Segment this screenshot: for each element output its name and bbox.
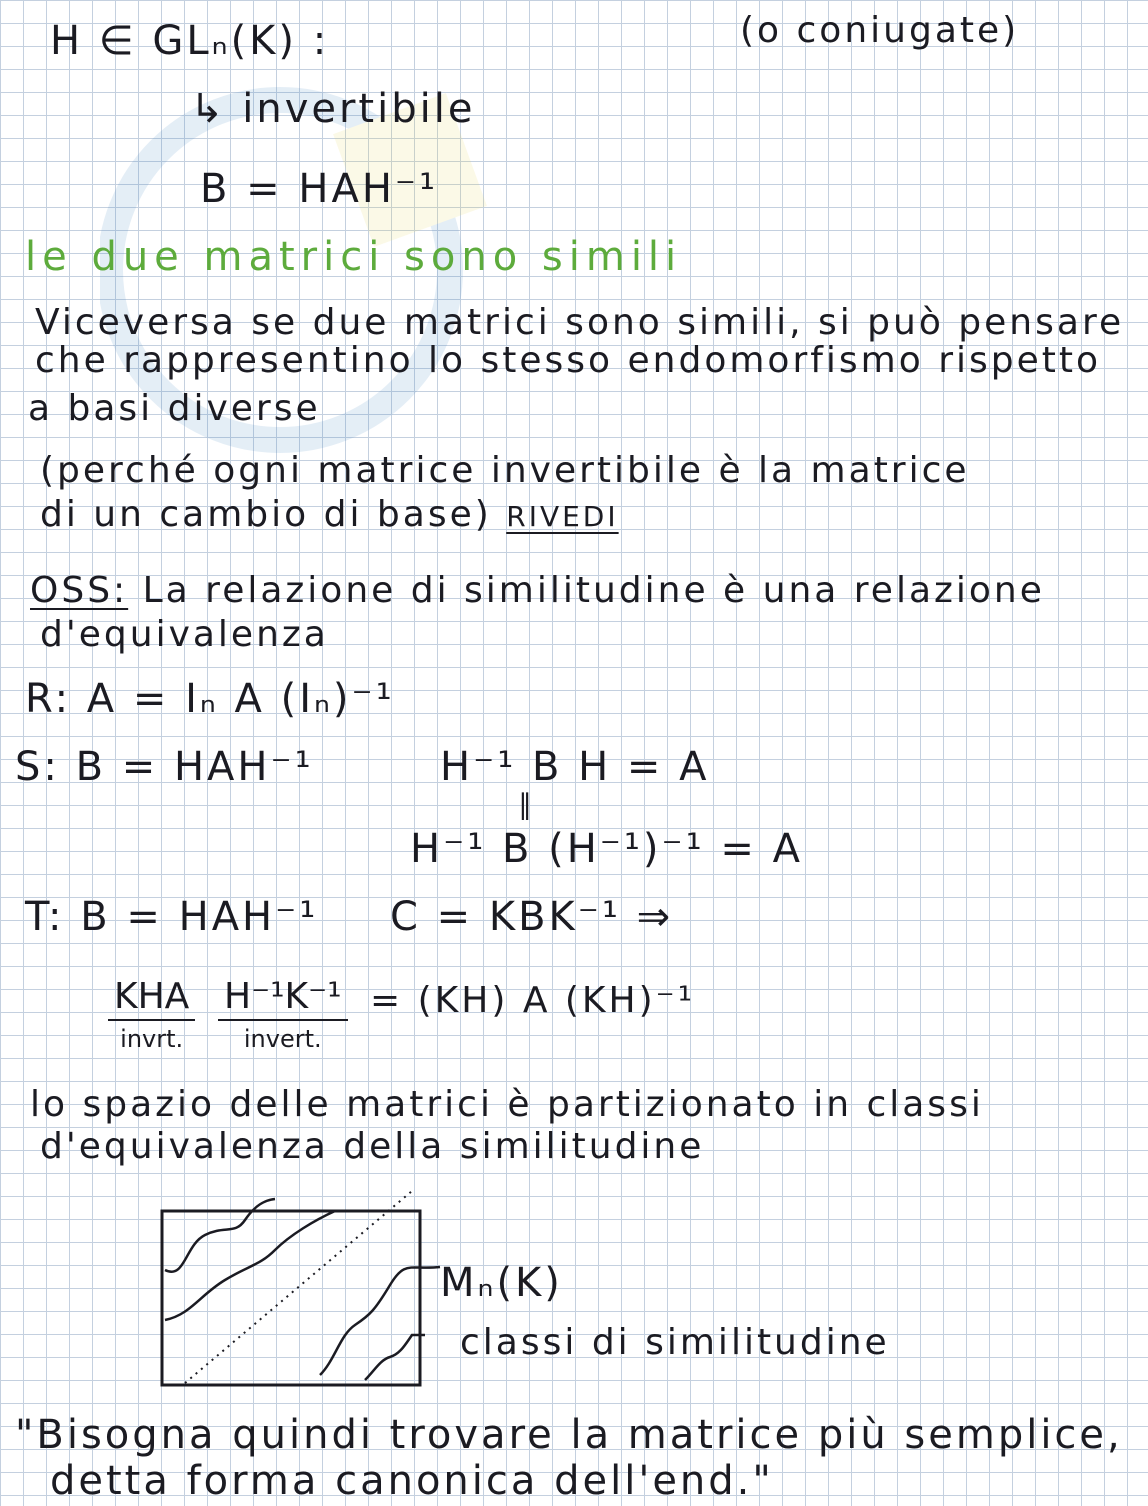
line-glnk: H ∈ GLₙ(K) : [50,18,330,64]
line-b-hah: B = HAH⁻¹ [200,166,439,212]
kha-den: invrt. [120,1025,184,1053]
rivedi-note: RIVEDI [506,500,619,533]
line-coniugate-note: (o coniugate) [740,10,1020,51]
line-matrici-simili: le due matrici sono simili [25,234,683,280]
label-classi-similitudine: classi di similitudine [460,1322,890,1363]
line-rappresentino: che rappresentino lo stesso endomorfismo rispetto [35,340,1102,381]
equal-sign-vertical: ∥ [518,788,535,821]
line-simmetrica: S: B = HAH⁻¹ [15,744,314,790]
line-classi: d'equivalenza della similitudine [40,1126,705,1167]
line-equivalenza: d'equivalenza [40,614,329,655]
hk-num: H⁻¹K⁻¹ [218,976,348,1021]
oss-text: La relazione di similitudine è una relazione [142,570,1045,611]
line-oss [30,570,1045,611]
partition-diagram [150,1185,450,1395]
line-invertibile: ↳ invertibile [190,86,476,132]
line-transitiva: T: B = HAH⁻¹ [25,894,319,940]
line-simmetrica-b: H⁻¹ B H = A [440,744,710,790]
line-basi-diverse: a basi diverse [28,388,321,429]
line-forma-canonica: detta forma canonica dell'end." [50,1458,774,1504]
line-viceversa: Viceversa se due matrici sono simili, si può pensare [35,302,1125,343]
hk-den: invert. [243,1025,322,1053]
line-bisogna: "Bisogna quindi trovare la matrice più semplice, [15,1412,1123,1458]
cambio-base-text: di un cambio di base) [40,494,492,535]
line-kh-result: = (KH) A (KH)⁻¹ [370,980,696,1021]
line-spazio: lo spazio delle matrici è partizionato in classi [30,1084,984,1125]
line-transitiva-b: C = KBK⁻¹ ⇒ [390,894,674,940]
line-perche: (perché ogni matrice invertibile è la matrice [40,450,970,491]
kha-num: KHA [108,976,195,1021]
line-simmetrica-c: H⁻¹ B (H⁻¹)⁻¹ = A [410,826,803,872]
line-riflessiva: R: A = Iₙ A (Iₙ)⁻¹ [25,676,395,722]
line-cambio-base [40,494,619,535]
fraction-kha [108,976,195,1053]
fraction-hk [218,976,348,1053]
oss-label: OSS: [30,570,129,611]
label-mnk: Mₙ(K) [440,1260,563,1306]
